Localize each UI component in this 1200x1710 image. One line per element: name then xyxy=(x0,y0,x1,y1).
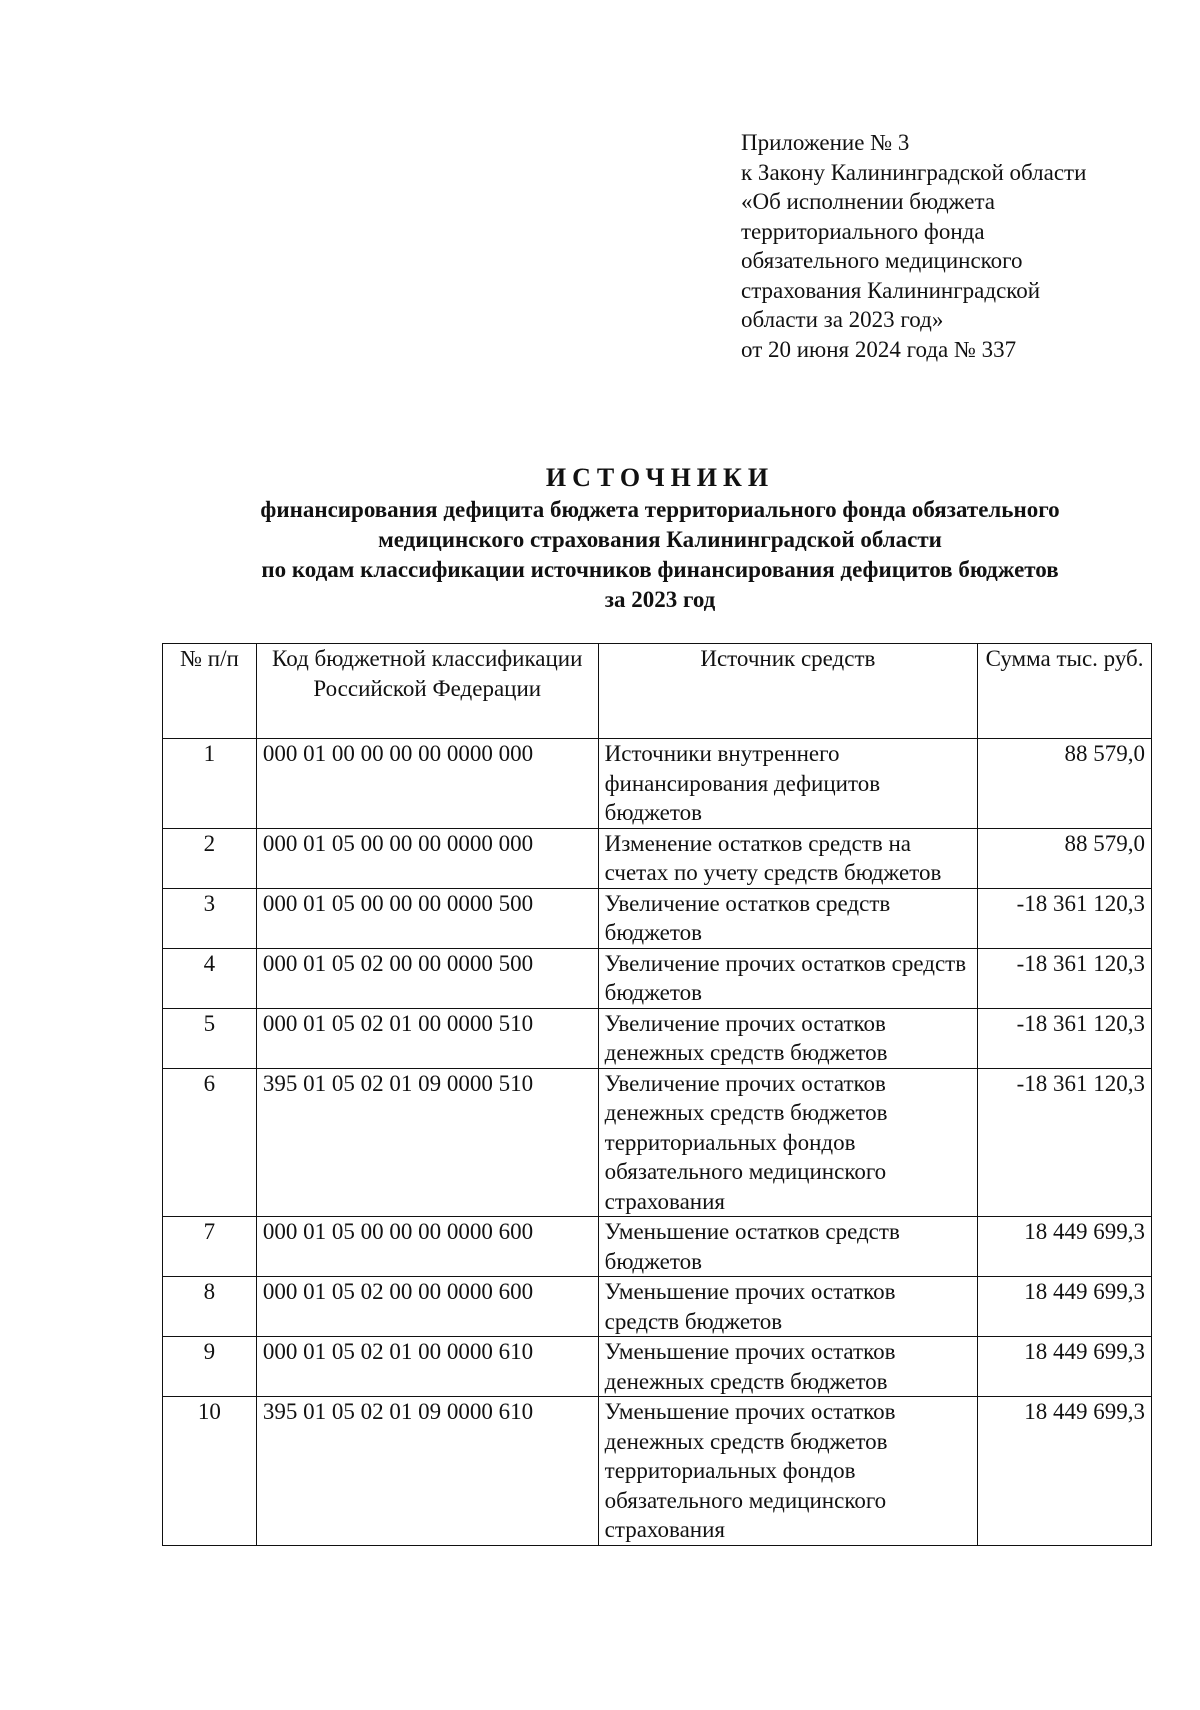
heading-line: финансирования дефицита бюджета территориального фонда обязательного xyxy=(260,497,1060,522)
row-num: 5 xyxy=(163,1008,257,1068)
appendix-block xyxy=(741,128,1086,364)
row-sum: -18 361 120,3 xyxy=(978,948,1152,1008)
appendix-line: к Закону Калининградской области xyxy=(741,159,1087,185)
row-code: 000 01 05 00 00 00 0000 600 xyxy=(256,1217,598,1277)
row-name: Источники внутреннего финансирования дефицитов бюджетов xyxy=(598,739,977,829)
table-row xyxy=(163,739,1152,829)
row-name: Увеличение прочих остатков денежных средств бюджетов xyxy=(598,1008,977,1068)
row-sum: 18 449 699,3 xyxy=(978,1337,1152,1397)
sources-table xyxy=(162,643,1152,1546)
appendix-line: «Об исполнении бюджета xyxy=(741,189,996,214)
row-name: Увеличение прочих остатков средств бюджетов xyxy=(598,948,977,1008)
appendix-line: Приложение № 3 xyxy=(741,130,910,155)
header-name: Источник средств xyxy=(598,644,977,739)
row-code: 000 01 05 02 00 00 0000 500 xyxy=(256,948,598,1008)
row-sum: -18 361 120,3 xyxy=(978,1008,1152,1068)
table-row xyxy=(163,1277,1152,1337)
row-num: 7 xyxy=(163,1217,257,1277)
document-heading xyxy=(160,461,1160,615)
table-row xyxy=(163,1008,1152,1068)
row-num: 2 xyxy=(163,828,257,888)
row-name: Уменьшение прочих остатков денежных средств бюджетов xyxy=(598,1337,977,1397)
row-code: 000 01 05 02 00 00 0000 600 xyxy=(256,1277,598,1337)
row-name: Увеличение прочих остатков денежных средств бюджетов территориальных фондов обязательного медицинского страхования xyxy=(598,1068,977,1217)
header-code: Код бюджетной классификации Российской Федерации xyxy=(256,644,598,739)
row-num: 10 xyxy=(163,1397,257,1546)
heading-line: за 2023 год xyxy=(604,587,716,612)
appendix-line: территориального фонда xyxy=(741,218,985,244)
header-sum: Сумма тыс. руб. xyxy=(978,644,1152,739)
table-row xyxy=(163,1068,1152,1217)
row-code: 000 01 00 00 00 00 0000 000 xyxy=(256,739,598,829)
table-row xyxy=(163,1337,1152,1397)
row-sum: 18 449 699,3 xyxy=(978,1277,1152,1337)
row-sum: 88 579,0 xyxy=(978,739,1152,829)
table-row xyxy=(163,1217,1152,1277)
row-num: 1 xyxy=(163,739,257,829)
row-name: Изменение остатков средств на счетах по учету средств бюджетов xyxy=(598,828,977,888)
row-sum: -18 361 120,3 xyxy=(978,888,1152,948)
table-row xyxy=(163,888,1152,948)
row-name: Уменьшение остатков средств бюджетов xyxy=(598,1217,977,1277)
row-code: 000 01 05 00 00 00 0000 000 xyxy=(256,828,598,888)
row-num: 9 xyxy=(163,1337,257,1397)
row-num: 6 xyxy=(163,1068,257,1217)
row-code: 395 01 05 02 01 09 0000 510 xyxy=(256,1068,598,1217)
row-name: Уменьшение прочих остатков денежных средств бюджетов территориальных фондов обязательного медицинского страхования xyxy=(598,1397,977,1546)
appendix-line: страхования Калининградской xyxy=(741,277,1041,303)
row-sum: -18 361 120,3 xyxy=(978,1068,1152,1217)
header-num: № п/п xyxy=(163,644,257,739)
appendix-line: области за 2023 год» xyxy=(741,307,944,332)
appendix-line: обязательного медицинского xyxy=(741,248,1023,273)
row-num: 4 xyxy=(163,948,257,1008)
row-code: 000 01 05 02 01 00 0000 510 xyxy=(256,1008,598,1068)
row-code: 395 01 05 02 01 09 0000 610 xyxy=(256,1397,598,1546)
appendix-line: от 20 июня 2024 года № 337 xyxy=(741,336,1017,362)
row-code: 000 01 05 00 00 00 0000 500 xyxy=(256,888,598,948)
row-name: Увеличение остатков средств бюджетов xyxy=(598,888,977,948)
row-num: 8 xyxy=(163,1277,257,1337)
heading-line: медицинского страхования Калининградской области xyxy=(378,527,942,552)
table-header-row xyxy=(163,644,1152,739)
row-sum: 18 449 699,3 xyxy=(978,1397,1152,1546)
document-title: ИСТОЧНИКИ xyxy=(545,463,775,492)
row-sum: 18 449 699,3 xyxy=(978,1217,1152,1277)
row-name: Уменьшение прочих остатков средств бюджетов xyxy=(598,1277,977,1337)
row-sum: 88 579,0 xyxy=(978,828,1152,888)
row-code: 000 01 05 02 01 00 0000 610 xyxy=(256,1337,598,1397)
table-row xyxy=(163,828,1152,888)
row-num: 3 xyxy=(163,888,257,948)
heading-line: по кодам классификации источников финансирования дефицитов бюджетов xyxy=(261,557,1059,582)
table-row xyxy=(163,1397,1152,1546)
table-row xyxy=(163,948,1152,1008)
